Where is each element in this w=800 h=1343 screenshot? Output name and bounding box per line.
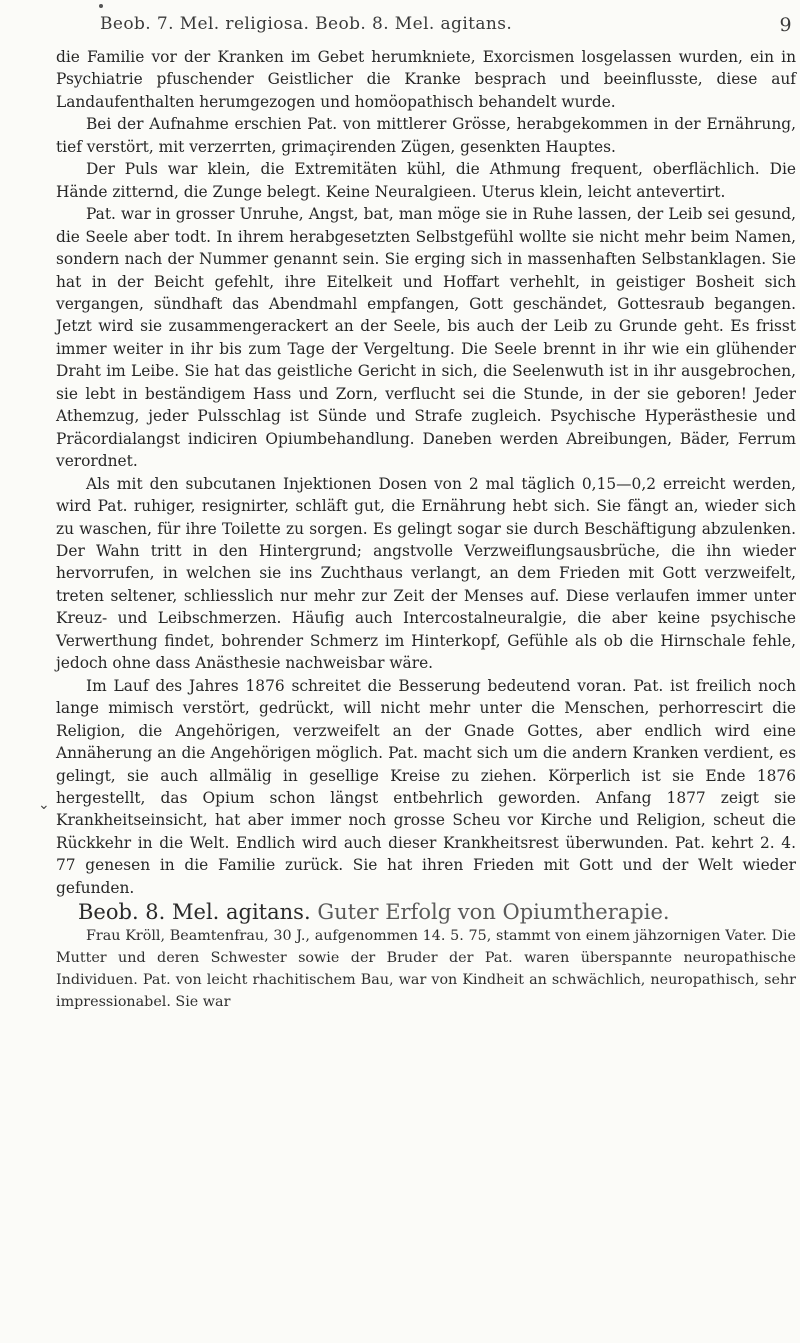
section-heading — [56, 899, 796, 925]
paragraph-unrest: Pat. war in grosser Unruhe, Angst, bat, man möge sie in Ruhe lassen, der Leib sei gesund, die Seele aber todt. In ihrem herabgesetzten Selbstgefühl wollte sie nicht mehr beim Namen, sondern nach der Nummer genannt sein. Sie erging sich in massenhaften Selbstanklagen. Sie hat in der Beicht gefehlt, ihre Eitelkeit und Hoffart verhehlt, in geistiger Bosheit sich vergangen, sündhaft das Abendmahl empfangen, Gott geschändet, Gottesraub begangen. Jetzt wird sie zusammengerackert an der Seele, bis auch der Leib zu Grunde geht. Es frisst immer weiter in ihr bis zum Tage der Vergeltung. Die Seele brennt in ihr wie ein glühender Draht im Leibe. Sie hat das geistliche Gericht in sich, die Seelenwuth ist in ihr ausgebrochen, sie lebt in beständigem Hass und Zorn, verflucht sei die Stunde, in der sie geboren! Jeder Athemzug, jeder Pulsschlag ist Sünde und Strafe zugleich. Psychische Hyperästhesie und Präcordialangst indiciren Opiumbehandlung. Daneben werden Abreibungen, Bäder, Ferrum verordnet. — [56, 205, 796, 471]
paragraph-case-8: Frau Kröll, Beamtenfrau, 30 J., aufgenommen 14. 5. 75, stammt von einem jähzornigen Vater. Die Mutter und deren Schwester sowie der Bruder der Pat. waren überspannte neuropathische Individuen. Pat. von leicht rhachitischem Bau, war von Kindheit an schwächlich, neuropathisch, sehr impressionabel. Sie war — [56, 928, 796, 1011]
paragraph-injections: Als mit den subcutanen Injektionen Dosen von 2 mal täglich 0,15—0,2 erreicht werden, wird Pat. ruhiger, resignirter, schläft gut, die Ernährung hebt sich. Sie fängt an, wieder sich zu waschen, für ihre Toilette zu sorgen. Es gelingt sogar sie durch Beschäftigung abzulenken. Der Wahn tritt in den Hintergrund; angstvolle Verzweiflungsausbrüche, die ihn wieder hervorrufen, in welchen sie ins Zuchthaus verlangt, an dem Frieden mit Gott verzweifelt, treten seltener, schliesslich nur mehr zur Zeit der Menses auf. Diese verlaufen immer unter Kreuz- und Leibschmerzen. Häufig auch Intercostalneuralgie, die aber keine psychische Verwerthung findet, bohrender Schmerz im Hinterkopf, Gefühle als ob die Hirnschale fehle, jedoch ohne dass Anästhesie nachweisbar wäre. — [56, 474, 796, 673]
page-number: 9 — [779, 14, 792, 36]
running-head — [100, 14, 798, 36]
body-text — [56, 46, 796, 1013]
running-head-text: Beob. 7. Mel. religiosa. Beob. 8. Mel. agitans. — [100, 14, 513, 34]
section-text — [56, 925, 796, 1013]
paragraph-recovery: Im Lauf des Jahres 1876 schreitet die Besserung bedeutend voran. Pat. ist freilich noch lange mimisch verstört, gedrückt, will nicht mehr unter die Menschen, perhorrescirt die Religion, die Angehörigen, verzweifelt an der Gnade Gottes, aber endlich wird eine Annäherung an die Angehörigen möglich. Pat. macht sich um die andern Kranken verdient, es gelingt, sie auch allmälig in gesellige Kreise zu ziehen. Körperlich ist sie Ende 1876 hergestellt, das Opium schon längst entbehrlich geworden. Anfang 1877 zeigt sie Krankheitseinsicht, hat aber immer noch grosse Scheu vor Kirche und Religion, scheut die Rückkehr in die Welt. Endlich wird auch dieser Krankheitsrest überwunden. Pat. kehrt 2. 4. 77 genesen in die Familie zurück. Sie hat ihren Frieden mit Gott und der Welt wieder gefunden. — [56, 676, 796, 897]
ink-dot — [99, 4, 103, 8]
paragraph-pulse: Der Puls war klein, die Extremitäten kühl, die Athmung frequent, oberflächlich. Die Hände zitternd, die Zunge belegt. Keine Neuralgieen. Uterus klein, leicht antevertirt. — [56, 160, 796, 201]
section-heading-subtitle: Guter Erfolg von Opiumtherapie. — [317, 900, 670, 925]
paragraph-admission: Bei der Aufnahme erschien Pat. von mittlerer Grösse, herabgekommen in der Ernährung, tief verstört, mit verzerrten, grimaçirenden Zügen, gesenkten Hauptes. — [56, 115, 796, 156]
section-heading-title: Beob. 8. Mel. agitans. — [78, 900, 311, 925]
paragraph-continuation: die Familie vor der Kranken im Gebet herumkniete, Exorcismen losgelassen wurden, ein in Psychiatrie pfuschender Geistlicher die Kranke besprach und beeinflusste, diese auf Landaufenthalten herumgezogen und homöopathisch behandelt wurde. — [56, 48, 796, 111]
margin-mark: ⌄ — [38, 797, 50, 813]
